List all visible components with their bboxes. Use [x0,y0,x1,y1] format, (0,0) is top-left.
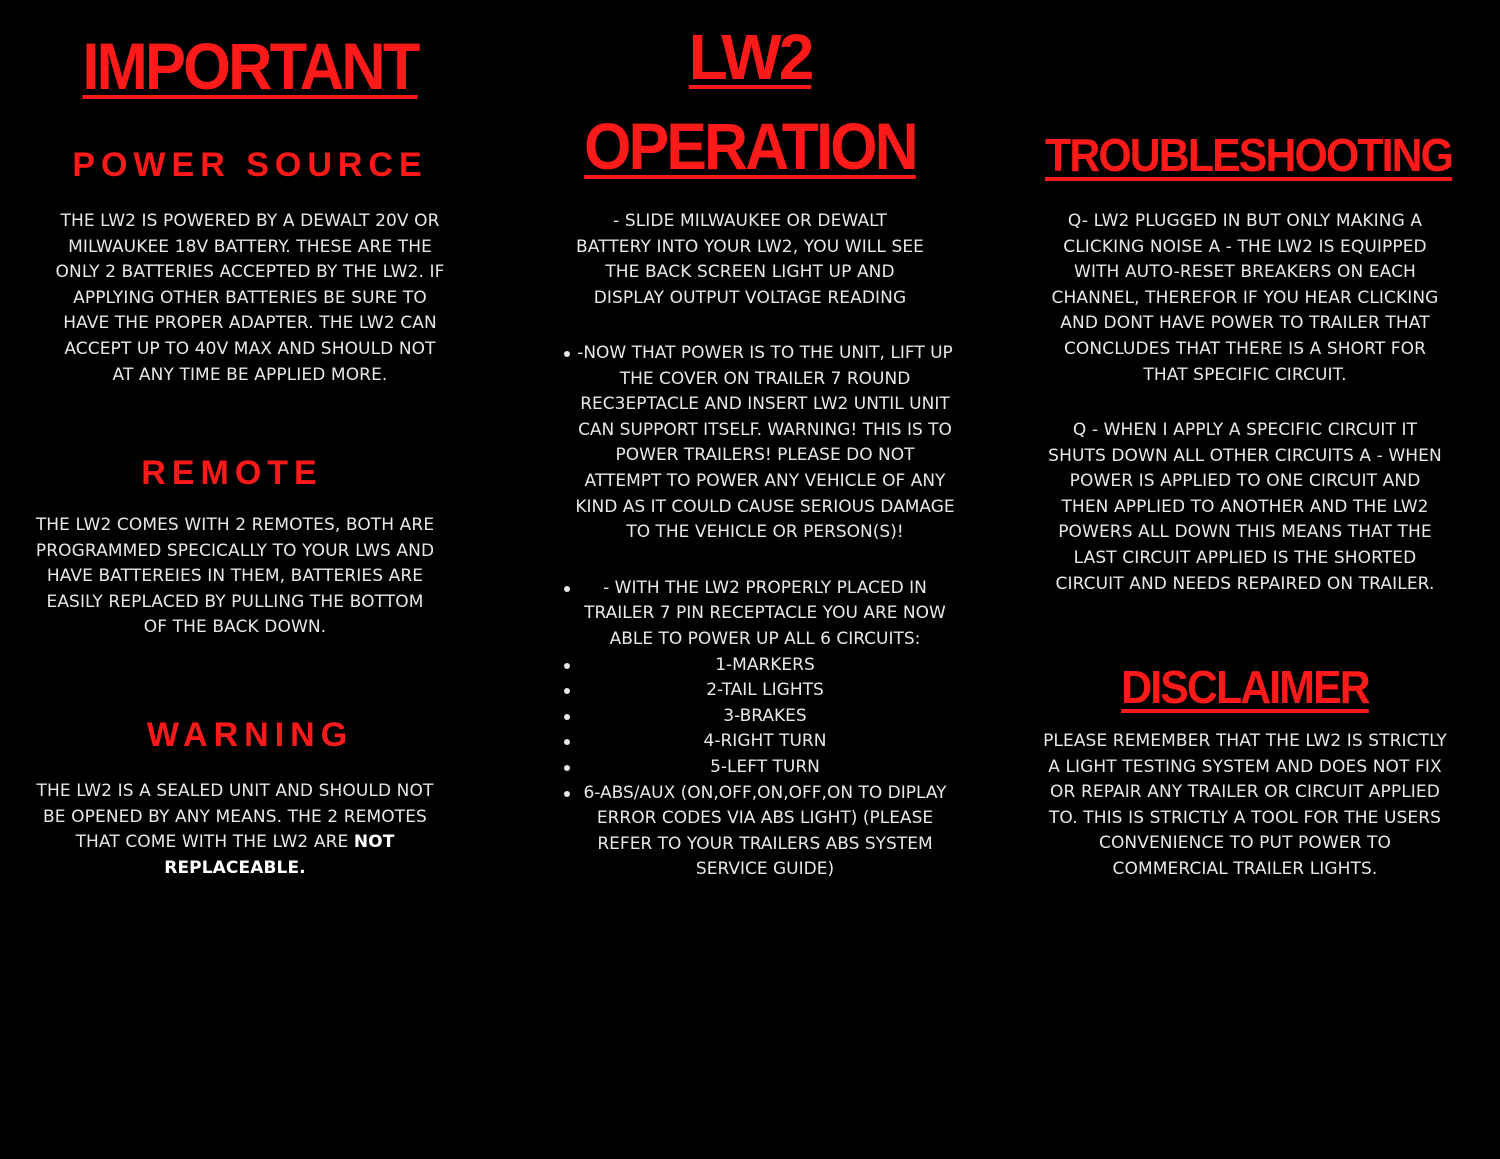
lw2-title: LW2 [688,21,812,93]
bullet-icon [564,714,570,720]
warning-not-replaceable: NOT REPLACEABLE. [164,832,395,878]
warning-text-block [35,779,435,881]
important-title: IMPORTANT [82,29,418,103]
troubleshooting-qa-1: Q- LW2 PLUGGED IN BUT ONLY MAKING A CLICKING NOISE A - THE LW2 IS EQUIPPED WITH AUTO-RESET BREAKERS ON EACH CHANNEL, THEREFOR IF YOU HEAR CLICKING AND DONT HAVE POWER TO TRAILER THAT CONCLUDES THAT THERE IS A SHORT FOR THAT SPECIFIC CIRCUIT. [1051,211,1439,385]
list-item [545,341,955,546]
warning-text: THE LW2 IS A SEALED UNIT AND SHOULD NOT BE OPENED BY ANY MEANS. THE 2 REMOTES THAT COME WITH THE LW2 ARE [36,781,434,853]
circuit-3: 3-BRAKES [723,705,807,726]
bullet-icon [564,351,570,357]
remote-heading: REMOTE [141,454,323,492]
troubleshooting-title: TROUBLESHOOTING [1045,129,1453,181]
operation-bullet-list [545,341,955,883]
bullet-placed-text: - WITH THE LW2 PROPERLY PLACED IN TRAILER 7 PIN RECEPTACLE YOU ARE NOW ABLE TO POWER UP ALL 6 CIRCUITS: [584,577,946,649]
disclaimer-text: PLEASE REMEMBER THAT THE LW2 IS STRICTLY A LIGHT TESTING SYSTEM AND DOES NOT FIX OR REPAIR ANY TRAILER OR CIRCUIT APPLIED TO. THIS IS STRICTLY A TOOL FOR THE USERS CONVENIENCE TO PUT POWER TO COMMERCIAL TRAILER LIGHTS. [1043,731,1447,879]
troubleshooting-qa-2: Q - WHEN I APPLY A SPECIFIC CIRCUIT IT SHUTS DOWN ALL OTHER CIRCUITS A - WHEN POWER IS APPLIED TO ONE CIRCUIT AND THEN APPLIED TO ANOTHER AND THE LW2 POWERS ALL DOWN THIS MEANS THAT THE LAST CIRCUIT APPLIED IS THE SHORTED CIRCUIT AND NEEDS REPAIRED ON TRAILER. [1048,420,1442,594]
warning-heading: WARNING [146,716,354,754]
list-item [545,678,955,704]
bullet-icon [564,739,570,745]
circuit-2: 2-TAIL LIGHTS [706,680,824,701]
list-item [545,704,955,730]
circuit-4: 4-RIGHT TURN [703,731,827,752]
power-source-heading: POWER SOURCE [72,146,428,184]
list-item [545,576,955,653]
list-item [545,729,955,755]
circuit-6: 6-ABS/AUX (ON,OFF,ON,OFF,ON TO DIPLAY ERROR CODES VIA ABS LIGHT) (PLEASE REFER TO YOUR TRAILERS ABS SYSTEM SERVICE GUIDE) [583,782,947,880]
operation-intro: - SLIDE MILWAUKEE OR DEWALT BATTERY INTO YOUR LW2, YOU WILL SEE THE BACK SCREEN LIGHT UP AND DISPLAY OUTPUT VOLTAGE READING [575,211,925,308]
circuit-5: 5-LEFT TURN [710,756,820,777]
list-item [545,781,955,883]
list-spacer [545,546,955,576]
bullet-icon [564,791,570,797]
circuit-1: 1-MARKERS [715,654,815,675]
power-source-text: THE LW2 IS POWERED BY A DEWALT 20V OR MILWAUKEE 18V BATTERY. THESE ARE THE ONLY 2 BATTERIES ACCEPTED BY THE LW2. IF APPLYING OTHER BATTERIES BE SURE TO HAVE THE PROPER ADAPTER. THE LW2 CAN ACCEPT UP TO 40V MAX AND SHOULD NOT AT ANY TIME BE APPLIED MORE. [55,211,445,385]
bullet-icon [564,663,570,669]
list-item [545,755,955,781]
operation-title: OPERATION [584,109,916,183]
list-item [545,653,955,679]
bullet-icon [564,688,570,694]
remote-text: THE LW2 COMES WITH 2 REMOTES, BOTH ARE PROGRAMMED SPECICALLY TO YOUR LWS AND HAVE BATTEREIES IN THEM, BATTERIES ARE EASILY REPLACED BY PULLING THE BOTTOM OF THE BACK DOWN. [35,515,435,638]
disclaimer-title: DISCLAIMER [1121,661,1369,713]
bullet-icon [564,765,570,771]
bullet-cover-text: -NOW THAT POWER IS TO THE UNIT, LIFT UP THE COVER ON TRAILER 7 ROUND REC3EPTACLE AND INSERT LW2 UNTIL UNIT CAN SUPPORT ITSELF. WARNING! THIS IS TO POWER TRAILERS! PLEASE DO NOT ATTEMPT TO POWER ANY VEHICLE OF ANY KIND AS IT COULD CAUSE SERIOUS DAMAGE TO THE VEHICLE OR PERSON(S)! [575,343,955,543]
bullet-icon [564,586,570,592]
